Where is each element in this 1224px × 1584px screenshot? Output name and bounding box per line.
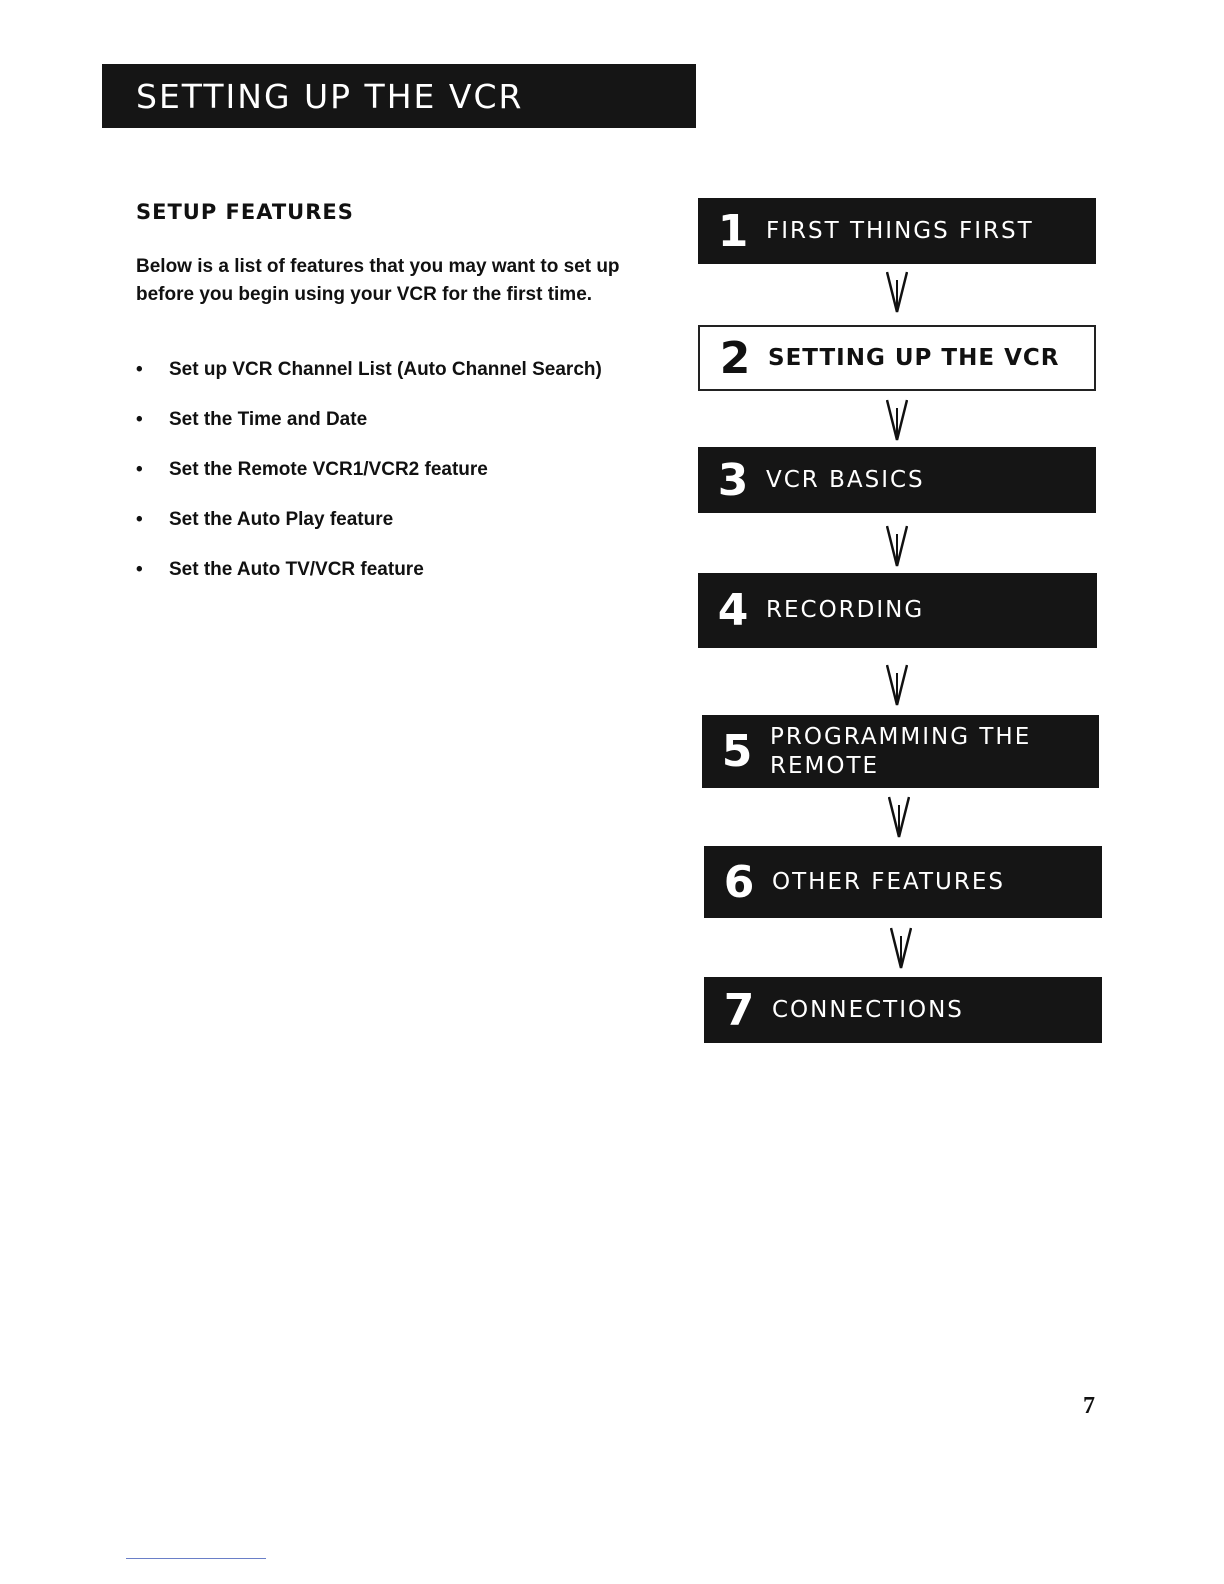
list-item [136, 506, 636, 534]
feature-text: Set the Auto TV/VCR feature [169, 559, 424, 580]
page-number: 7 [1083, 1393, 1095, 1419]
feature-text: Set the Time and Date [169, 409, 368, 430]
bullet-icon: • [136, 559, 143, 580]
flow-step-connections [704, 977, 1102, 1043]
flow-step-programming-the-remote [702, 715, 1099, 788]
list-item [136, 556, 636, 584]
flow-step-number: 3 [717, 454, 749, 506]
down-arrow-icon [888, 795, 910, 839]
list-item [136, 356, 636, 384]
feature-text: Set the Remote VCR1/VCR2 feature [169, 459, 488, 480]
down-arrow-icon [886, 524, 908, 568]
feature-text: Set the Auto Play feature [169, 509, 394, 530]
flow-step-label: RECORDING [766, 597, 925, 623]
flow-step-label: FIRST THINGS FIRST [766, 217, 1034, 244]
down-arrow-icon [890, 926, 912, 970]
list-item [136, 406, 636, 434]
flow-step-number: 1 [717, 205, 749, 257]
bullet-icon: • [136, 409, 143, 430]
flow-step-number: 7 [723, 984, 755, 1036]
list-item [136, 456, 636, 484]
feature-text: Set up VCR Channel List (Auto Channel Search) [169, 359, 602, 380]
flow-step-label: OTHER FEATURES [772, 868, 1005, 895]
flow-step-other-features [704, 846, 1102, 918]
chapter-header-banner [102, 64, 696, 128]
flow-step-label: SETTING UP THE VCR [768, 344, 1060, 371]
flow-step-label: PROGRAMMING THE REMOTE [770, 723, 1032, 779]
down-arrow-icon [886, 398, 908, 442]
down-arrow-icon [886, 663, 908, 707]
flow-step-vcr-basics [698, 447, 1096, 513]
bullet-icon: • [136, 509, 143, 530]
intro-paragraph: Below is a list of features that you may want to set up before you begin using your VCR for the first time. [136, 256, 620, 305]
feature-list [136, 356, 636, 606]
flow-step-number: 2 [719, 332, 751, 384]
flow-step-number: 4 [717, 585, 749, 636]
flow-step-number: 5 [721, 726, 753, 777]
flow-step-setting-up-the-vcr [698, 325, 1096, 391]
section-heading: SETUP FEATURES [136, 200, 354, 224]
flow-step-label: CONNECTIONS [772, 996, 964, 1023]
bullet-icon: • [136, 459, 143, 480]
bullet-icon: • [136, 359, 143, 380]
flow-step-label: VCR BASICS [766, 466, 925, 493]
flow-step-first-things-first [698, 198, 1096, 264]
flow-step-recording [698, 573, 1097, 648]
chapter-title: SETTING UP THE VCR [136, 76, 524, 116]
down-arrow-icon [886, 270, 908, 314]
flow-step-number: 6 [723, 856, 755, 908]
footer-rule [126, 1558, 266, 1559]
